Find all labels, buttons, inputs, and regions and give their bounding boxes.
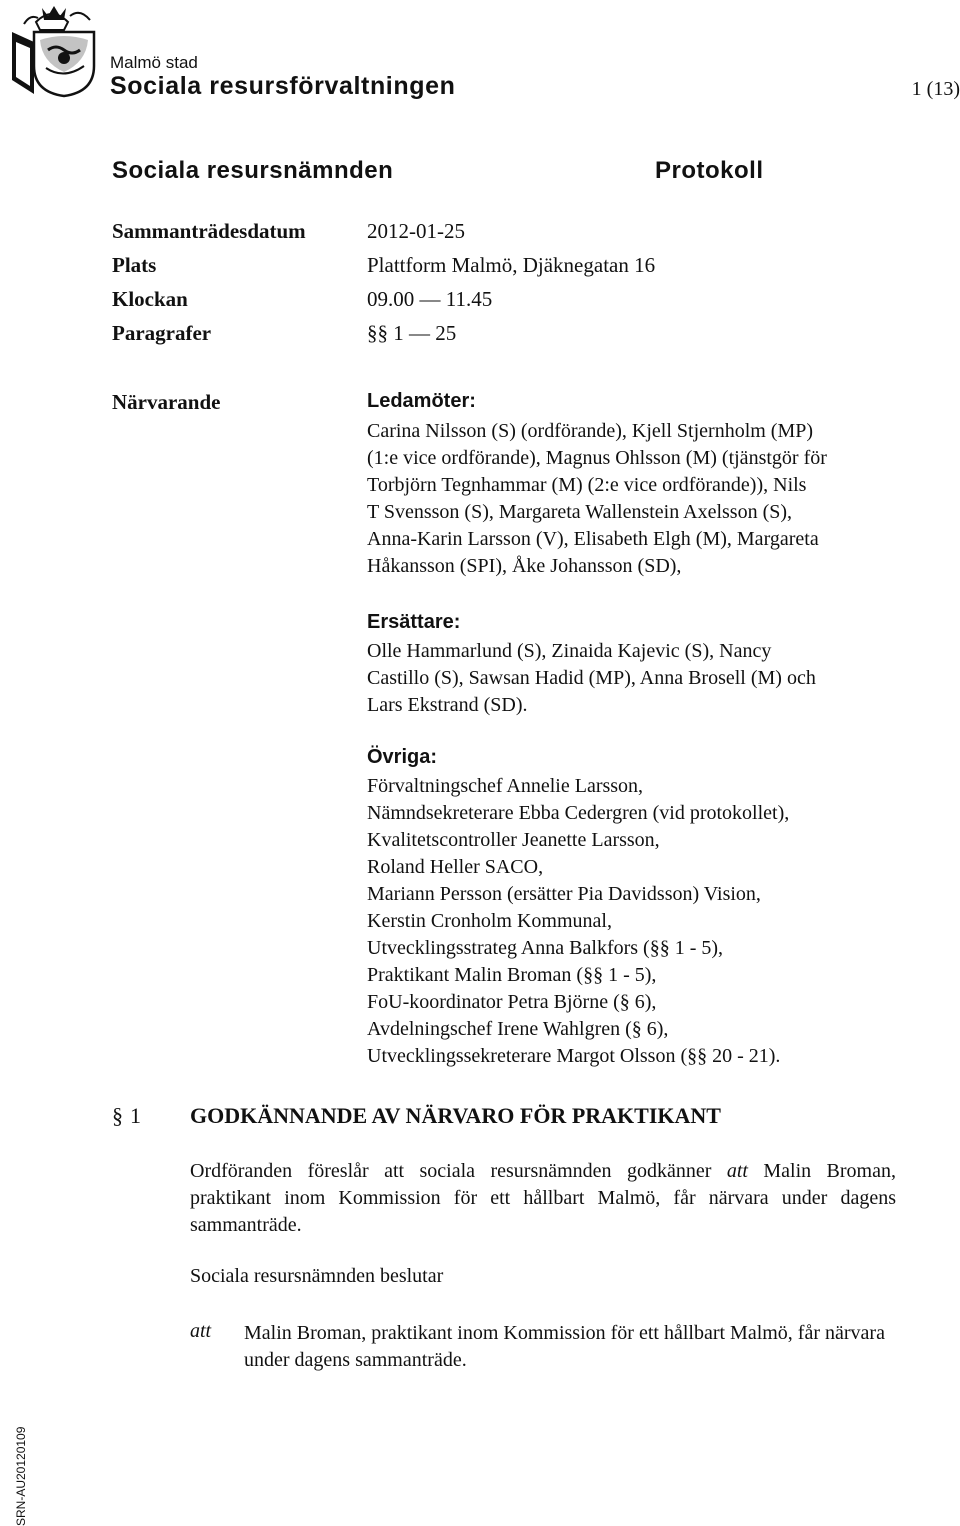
proposal-text-end: Malin Broman, praktikant inom Kommission för ett hållbart Malmö, får närvara under dagens sammanträde.	[190, 1160, 896, 1236]
members-line: Håkansson (SPI), Åke Johansson (SD),	[367, 555, 682, 577]
paragraph-heading: GODKÄNNANDE AV NÄRVARO FÖR PRAKTIKANT	[190, 1103, 721, 1128]
chair-proposal	[190, 1158, 896, 1239]
paragraphs-value	[367, 321, 456, 346]
others-line: Kerstin Cronholm Kommunal,	[367, 910, 612, 932]
substitutes-line: Castillo (S), Sawsan Hadid (MP), Anna Brosell (M) och	[367, 667, 816, 689]
others-heading: Övriga:	[367, 746, 438, 768]
document-code-text: SRN-AU20120109	[14, 1426, 28, 1526]
malmo-coat-of-arms-logo	[4, 2, 98, 98]
paragraph-number: 1	[130, 1103, 141, 1128]
decision-intro: Sociala resursnämnden beslutar	[190, 1265, 444, 1287]
others-line: Utvecklingssekreterare Margot Olsson (§§ 20 - 21).	[367, 1045, 781, 1067]
others-line: Utvecklingsstrateg Anna Balkfors (§§ 1 - 5),	[367, 937, 724, 959]
others-line: Avdelningschef Irene Wahlgren (§ 6),	[367, 1018, 669, 1040]
others-line: Kvalitetscontroller Jeanette Larsson,	[367, 829, 660, 851]
others-line: Förvaltningschef Annelie Larsson,	[367, 775, 644, 797]
attendance-label: Närvarande	[112, 390, 221, 414]
others-line: Roland Heller SACO,	[367, 856, 544, 878]
others-line: Praktikant Malin Broman (§§ 1 - 5),	[367, 964, 657, 986]
meeting-date-value: 2012-01-25	[367, 219, 465, 243]
proposal-att: att	[726, 1160, 748, 1182]
paragraphs-range: 1 — 25	[393, 321, 457, 345]
others-line: Nämndsekreterare Ebba Cedergren (vid protokollet),	[367, 802, 790, 824]
place-value: Plattform Malmö, Djäknegatan 16	[367, 253, 656, 277]
paragraphs-label: Paragrafer	[112, 321, 212, 345]
time-value: 09.00 — 11.45	[367, 287, 493, 311]
substitutes-line: Lars Ekstrand (SD).	[367, 694, 528, 716]
paragraph-section-sign: §	[112, 1103, 123, 1128]
department-name: Sociala resursförvaltningen	[110, 72, 456, 100]
decision-text: Malin Broman, praktikant inom Kommission för ett hållbart Malmö, får närvara under dagens sammanträde.	[244, 1322, 885, 1371]
organization-name: Malmö stad	[110, 53, 198, 72]
document-type: Protokoll	[655, 157, 764, 184]
substitutes-line: Olle Hammarlund (S), Zinaida Kajevic (S), Nancy	[367, 640, 772, 662]
others-line: FoU-koordinator Petra Björne (§ 6),	[367, 991, 657, 1013]
proposal-text-start: Ordföranden föreslår att sociala resursnämnden godkänner	[190, 1160, 727, 1182]
document-code	[0, 1400, 28, 1526]
members-line: (1:e vice ordförande), Magnus Ohlsson (M) (tjänstgör för	[367, 447, 827, 469]
members-heading: Ledamöter:	[367, 390, 476, 412]
others-line: Mariann Persson (ersätter Pia Davidsson) Vision,	[367, 883, 761, 905]
section-sign: §§	[367, 321, 388, 345]
place-label: Plats	[112, 253, 157, 277]
committee-title: Sociala resursnämnden	[112, 157, 394, 184]
members-line: Torbjörn Tegnhammar (M) (2:e vice ordförande)), Nils	[367, 474, 807, 496]
decision-att: att	[190, 1320, 212, 1342]
members-line: Anna-Karin Larsson (V), Elisabeth Elgh (M), Margareta	[367, 528, 819, 550]
substitutes-list	[367, 638, 897, 719]
substitutes-heading: Ersättare:	[367, 611, 461, 633]
time-label: Klockan	[112, 287, 188, 311]
members-line: Carina Nilsson (S) (ordförande), Kjell Stjernholm (MP)	[367, 420, 814, 442]
others-list	[367, 773, 897, 1070]
members-list	[367, 418, 897, 580]
meeting-date-label: Sammanträdesdatum	[112, 219, 306, 243]
members-line: T Svensson (S), Margareta Wallenstein Axelsson (S),	[367, 501, 793, 523]
page-number: 1 (13)	[911, 78, 960, 100]
